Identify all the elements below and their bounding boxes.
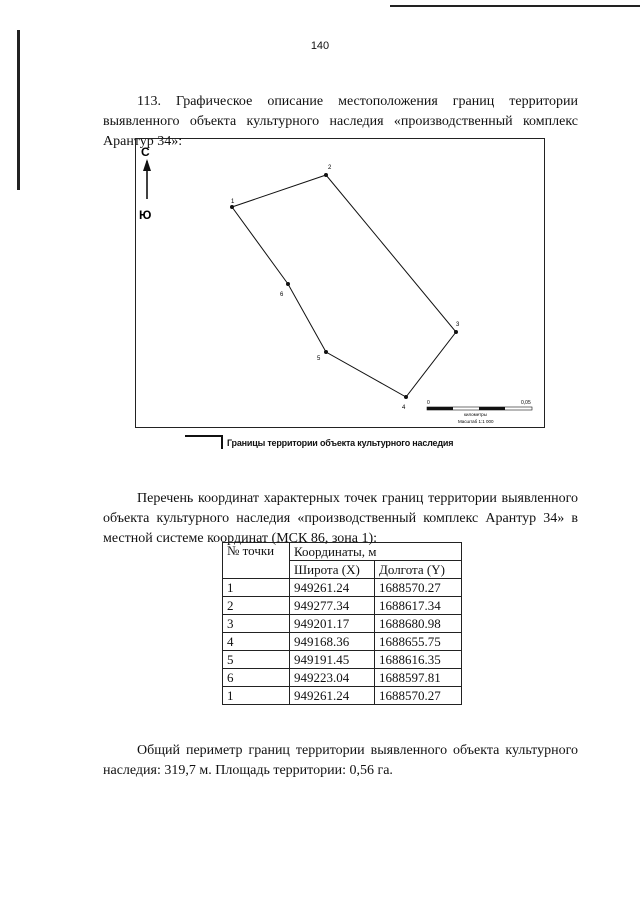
boundary-polygon (232, 175, 456, 397)
list-intro: Перечень координат характерных точек границ территории выявленного объекта культурного наследия «производственный комплекс Арантур 34» в местной системе координат (МСК 86, зона 1): (103, 491, 578, 546)
header-coordinates: Координаты, м (290, 543, 462, 561)
vertex-label: 1 (231, 199, 235, 205)
cell-y: 1688570.27 (375, 687, 462, 705)
cell-point: 6 (223, 669, 290, 687)
header-point: № точки (223, 543, 290, 579)
table-header-row (223, 543, 462, 561)
boundary-map (135, 138, 545, 428)
cell-point: 4 (223, 633, 290, 651)
scale-bar-segment (427, 407, 453, 410)
cell-y: 1688617.34 (375, 597, 462, 615)
table-row (223, 615, 462, 633)
summary-text: Общий периметр границ территории выявленного объекта культурного наследия: 319,7 м. Площадь территории: 0,56 га. (103, 743, 578, 778)
vertex-label: 4 (402, 405, 406, 411)
cell-point: 3 (223, 615, 290, 633)
scale-end-label: 0,05 (521, 400, 531, 406)
vertex-label: 6 (280, 292, 284, 298)
cell-x: 949277.34 (290, 597, 375, 615)
table-row (223, 669, 462, 687)
header-longitude: Долгота (Y) (375, 561, 462, 579)
vertex-marker (286, 282, 290, 286)
cell-y: 1688570.27 (375, 579, 462, 597)
vertex-label: 3 (456, 322, 460, 328)
table-row (223, 579, 462, 597)
header-latitude: Широта (X) (290, 561, 375, 579)
cell-x: 949191.45 (290, 651, 375, 669)
cell-point: 1 (223, 687, 290, 705)
map-legend (185, 435, 525, 455)
compass-north-label: С (141, 145, 150, 159)
table-row (223, 597, 462, 615)
coordinates-table (222, 542, 462, 705)
vertex-marker (324, 173, 328, 177)
vertex-label: 2 (328, 165, 332, 171)
page-number: 140 (310, 40, 330, 52)
cell-x: 949261.24 (290, 687, 375, 705)
cell-point: 5 (223, 651, 290, 669)
cell-y: 1688616.35 (375, 651, 462, 669)
legend-boundary-swatch (185, 435, 223, 449)
cell-x: 949201.17 (290, 615, 375, 633)
scale-unit-label: километры (464, 412, 487, 417)
scan-edge-mark-top (390, 5, 640, 7)
vertex-marker (230, 205, 234, 209)
vertex-label: 5 (317, 356, 321, 362)
boundary-map-svg (136, 139, 546, 429)
scan-edge-mark (17, 30, 20, 190)
scale-ratio-label: Масштаб 1:1 000 (458, 419, 494, 424)
vertex-marker (324, 350, 328, 354)
cell-point: 2 (223, 597, 290, 615)
cell-y: 1688597.81 (375, 669, 462, 687)
compass-south-label: Ю (139, 208, 152, 222)
section-heading: 113. Графическое описание местоположения границ территории выявленного объекта культурного наследия «производственный комплекс Арантур 34»: (103, 94, 578, 149)
vertex-marker (404, 395, 408, 399)
table-row (223, 633, 462, 651)
cell-y: 1688655.75 (375, 633, 462, 651)
cell-x: 949168.36 (290, 633, 375, 651)
table-row (223, 687, 462, 705)
scale-bar-segment (479, 407, 505, 410)
cell-x: 949223.04 (290, 669, 375, 687)
scale-start-label: 0 (427, 400, 430, 406)
vertex-marker (454, 330, 458, 334)
table-row (223, 651, 462, 669)
compass-arrowhead-icon (143, 159, 151, 171)
cell-point: 1 (223, 579, 290, 597)
legend-label: Границы территории объекта культурного наследия (227, 438, 454, 448)
cell-x: 949261.24 (290, 579, 375, 597)
cell-y: 1688680.98 (375, 615, 462, 633)
